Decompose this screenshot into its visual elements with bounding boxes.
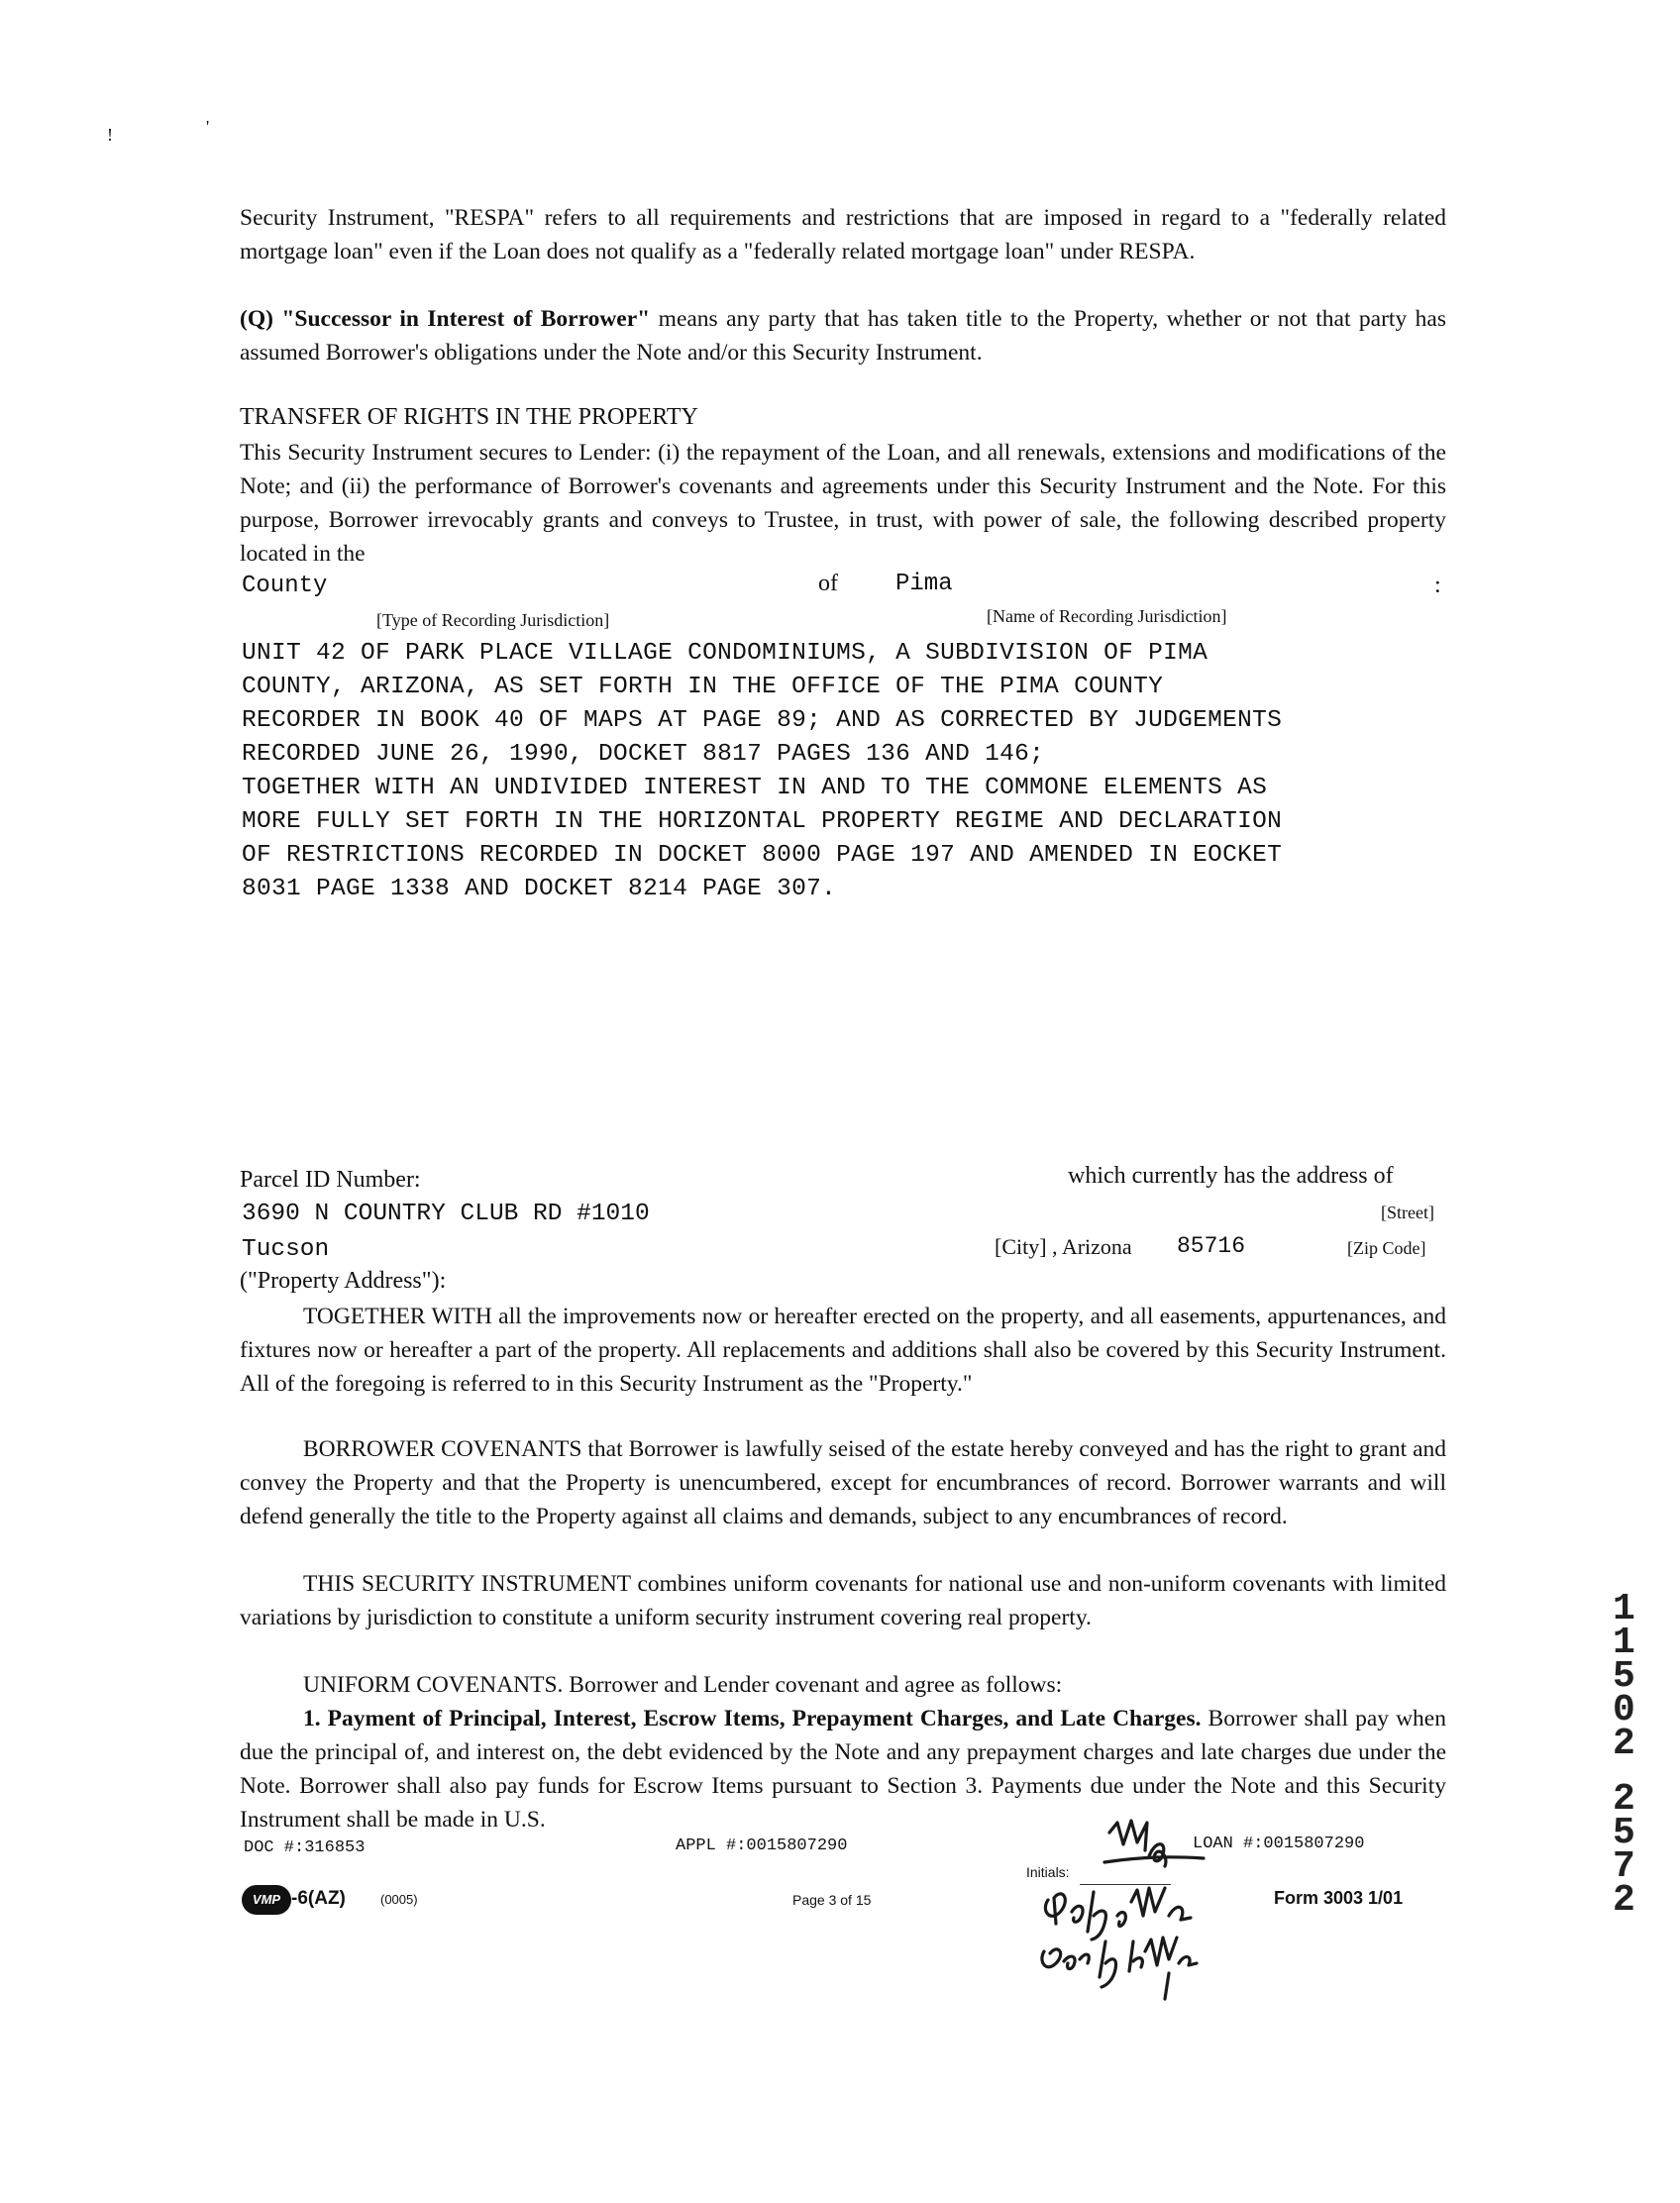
of-word: of [818,571,838,596]
jurisdiction-colon: : [1434,573,1441,598]
legal-line: RECORDER IN BOOK 40 OF MAPS AT PAGE 89; AND AS CORRECTED BY JUDGEMENTS [242,707,1283,734]
transfer-text: This Security Instrument secures to Lender: (i) the repayment of the Loan, and all renewals, extensions and modifications of the Note; and (ii) the performance of Borrower's covenants and agreements under this Security Instrument and the Note. For this purpose, Borrower irrevocably grants and conveys to Trustee, in trust, with power of sale, the following described property located in the [240,440,1446,567]
side-stamp-digit: 5 [1613,1655,1635,1698]
city-label: [City] , Arizona [995,1234,1132,1259]
legal-line: RECORDED JUNE 26, 1990, DOCKET 8817 PAGES 136 AND 146; [242,741,1045,768]
street-label: [Street] [1381,1203,1434,1222]
side-stamp-digit: 7 [1613,1845,1635,1888]
transfer-heading: TRANSFER OF RIGHTS IN THE PROPERTY [240,404,698,430]
side-stamp-digit: 1 [1613,1588,1635,1630]
successor-definition [240,302,1446,369]
respa-definition: Security Instrument, "RESPA" refers to all requirements and restrictions that are imposed in regard to a "federally related mortgage loan" even if the Loan does not qualify as a "federally related mortgage loan" under RESPA. [240,205,1446,264]
side-stamp-digit: 2 [1613,1723,1635,1765]
loan-number: LOAN #:0015807290 [1193,1835,1365,1853]
legal-line: 8031 PAGE 1338 AND DOCKET 8214 PAGE 307. [242,876,837,902]
payment-covenant-title: 1. Payment of Principal, Interest, Escrow Items, Prepayment Charges, and Late Charges. [303,1706,1202,1731]
jurisdiction-type-value: County [242,573,328,599]
jurisdiction-name-value: Pima [895,571,953,597]
legal-line: COUNTY, ARIZONA, AS SET FORTH IN THE OFFICE OF THE PIMA COUNTY [242,674,1164,700]
vmp-logo-text: VMP [252,1892,281,1907]
form-version: (0005) [380,1892,418,1907]
borrower-covenants-paragraph: BORROWER COVENANTS that Borrower is lawfully seised of the estate hereby conveyed and has the right to grant and convey the Property and that the Property is unencumbered, except for encumbrances of record. Borrower warrants and will defend generally the title to the Property against all claims and demands, subject to any encumbrances of record. [240,1436,1446,1529]
parcel-id-label: Parcel ID Number: [240,1167,421,1193]
initials-label: Initials: [1026,1864,1070,1880]
security-instrument-paragraph: THIS SECURITY INSTRUMENT combines uniform covenants for national use and non-uniform covenants with limited variations by jurisdiction to constitute a uniform security instrument covering real property. [240,1571,1446,1630]
zip-label: [Zip Code] [1347,1238,1426,1258]
side-stamp-digit: 0 [1613,1689,1635,1731]
city-value: Tucson [242,1236,330,1263]
appl-number: APPL #:0015807290 [676,1836,848,1855]
form-code: -6(AZ) [291,1888,346,1909]
address-of-text: which currently has the address of [1068,1163,1394,1189]
together-with-paragraph: TOGETHER WITH all the improvements now or hereafter erected on the property, and all easements, appurtenances, and fixtures now or hereafter a part of the property. All replacements and additions shall also be covered by this Security Instrument. All of the foregoing is referred to in this Security Instrument as the "Property." [240,1304,1446,1397]
zip-value: 85716 [1177,1233,1246,1259]
successor-text: means any party that has taken title to the Property, whether or not that party has assumed Borrower's obligations under the Note and/or this Security Instrument. [240,306,1446,366]
doc-number: DOC #:316853 [244,1838,366,1857]
legal-line: OF RESTRICTIONS RECORDED IN DOCKET 8000 PAGE 197 AND AMENDED IN EOCKET [242,842,1283,869]
uniform-covenants-paragraph: UNIFORM COVENANTS. Borrower and Lender covenant and agree as follows: [303,1672,1063,1698]
legal-line: UNIT 42 OF PARK PLACE VILLAGE CONDOMINIUMS, A SUBDIVISION OF PIMA [242,640,1208,667]
name-of-jurisdiction-label: [Name of Recording Jurisdiction] [987,606,1227,626]
side-stamp-digit: 2 [1613,1778,1635,1821]
legal-line: MORE FULLY SET FORTH IN THE HORIZONTAL PROPERTY REGIME AND DECLARATION [242,808,1283,835]
payment-covenant-text: Borrower shall pay when due the principal of, and interest on, the debt evidenced by the Note and any prepayment charges and late charges due under the Note. Borrower shall also pay funds for Escrow Items pursuant to Section 3. Payments due under the Note and this Security Instrument shall be made in U.S. [240,1706,1446,1833]
form-number: Form 3003 1/01 [1274,1888,1404,1908]
vmp-logo [242,1885,291,1915]
stray-mark-right: ' [206,117,210,137]
street-value: 3690 N COUNTRY CLUB RD #1010 [242,1201,650,1227]
handwritten-initials-signature [1020,1813,1278,2011]
page-number: Page 3 of 15 [792,1892,872,1908]
side-stamp-digit: 5 [1613,1812,1635,1854]
type-of-jurisdiction-label: [Type of Recording Jurisdiction] [376,610,610,630]
successor-term: (Q) "Successor in Interest of Borrower" [240,306,651,332]
side-stamp-digit: 1 [1613,1622,1635,1664]
property-address-label: ("Property Address"): [240,1268,447,1294]
side-stamp-digit: 2 [1613,1879,1635,1922]
stray-mark-left: ! [107,125,113,145]
legal-line: TOGETHER WITH AN UNDIVIDED INTEREST IN AND TO THE COMMONE ELEMENTS AS [242,775,1268,801]
